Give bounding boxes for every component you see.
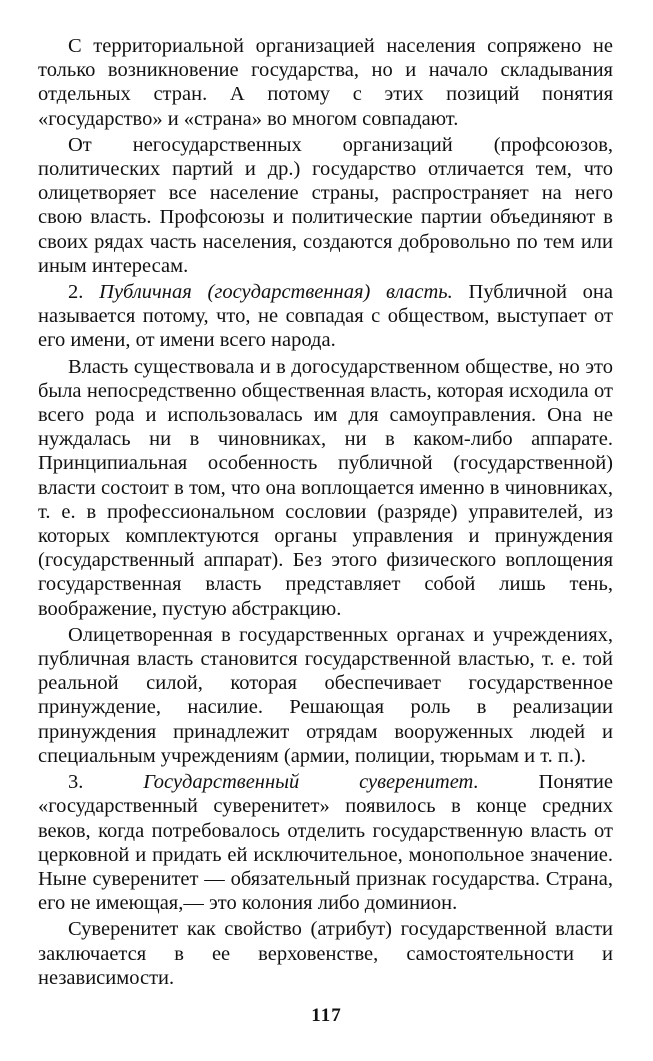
paragraph-7-text: Суверенитет как свойство (атрибут) государственной власти заключается в ее верховенстве, самостоятельности и независимости.: [38, 918, 613, 989]
paragraph-6: [38, 770, 613, 915]
paragraph-3-text: Публичной она называется потому, что, не совпадая с обществом, выступает от его имени, от имени всего народа.: [38, 281, 614, 352]
paragraph-6-text: Понятие «государственный суверенитет» появилось в конце средних веков, когда потребовалось отделить государственную власть от церковной и придать ей исключительное, монопольное значение. Ныне суверенитет — обязательный признак государства. Страна, его не имеющая,— это колония либо доминион.: [38, 771, 614, 915]
paragraph-1-text: С территориальной организацией населения сопряжено не только возникновение государства, но и начало складывания отдельных стран. А потому с этих позиций понятия «государство» и «страна» во многом совпадают.: [38, 35, 613, 130]
paragraph-3-heading: Публичная (государственная) власть.: [99, 281, 453, 304]
paragraph-6-heading: Государственный суверенитет.: [143, 771, 479, 794]
paragraph-5-text: Олицетворенная в государственных органах и учреждениях, публичная власть становится государственной властью, т. е. той реальной силой, которая обеспечивает государственное принуждение, насилие. Решающая роль в реализации принуждения принадлежит отрядам вооруженных людей и специальным учреждениям (армии, полиции, тюрьмам и т. п.).: [38, 623, 613, 767]
paragraph-4: [38, 355, 613, 621]
paragraph-4-text: Власть существовала и в догосударственном обществе, но это была непосредственно общественная власть, которая исходила от всего рода и использовалась им для самоуправления. Она не нуждалась ни в чиновниках, ни в каком-либо аппарате. Принципиальная особенность публичной (государственной) власти состоит в том, что она воплощается именно в чиновниках, т. е. в профессиональном сословии (разряде) управителей, из которых комплектуются органы управления и принуждения (государственный аппарат). Без этого физического воплощения государственная власть представляет собой лишь тень, воображение, пустую абстракцию.: [38, 355, 613, 620]
text-column: [38, 34, 613, 992]
paragraph-2-text: От негосударственных организаций (профсоюзов, политических партий и др.) государство отличается тем, что олицетворяет все население страны, распространяет на него свою власть. Профсоюзы и политические партии объединяют в своих рядах часть населения, создаются добровольно по тем или иным интересам.: [38, 133, 613, 277]
paragraph-1: [38, 34, 613, 131]
paragraph-6-number: 3.: [68, 771, 144, 794]
paragraph-5: [38, 623, 613, 768]
page-number: 117: [311, 1005, 342, 1026]
paragraph-3: [38, 280, 613, 353]
paragraph-3-number: 2.: [68, 281, 100, 304]
paragraph-7: [38, 917, 613, 990]
paragraph-2: [38, 133, 613, 278]
